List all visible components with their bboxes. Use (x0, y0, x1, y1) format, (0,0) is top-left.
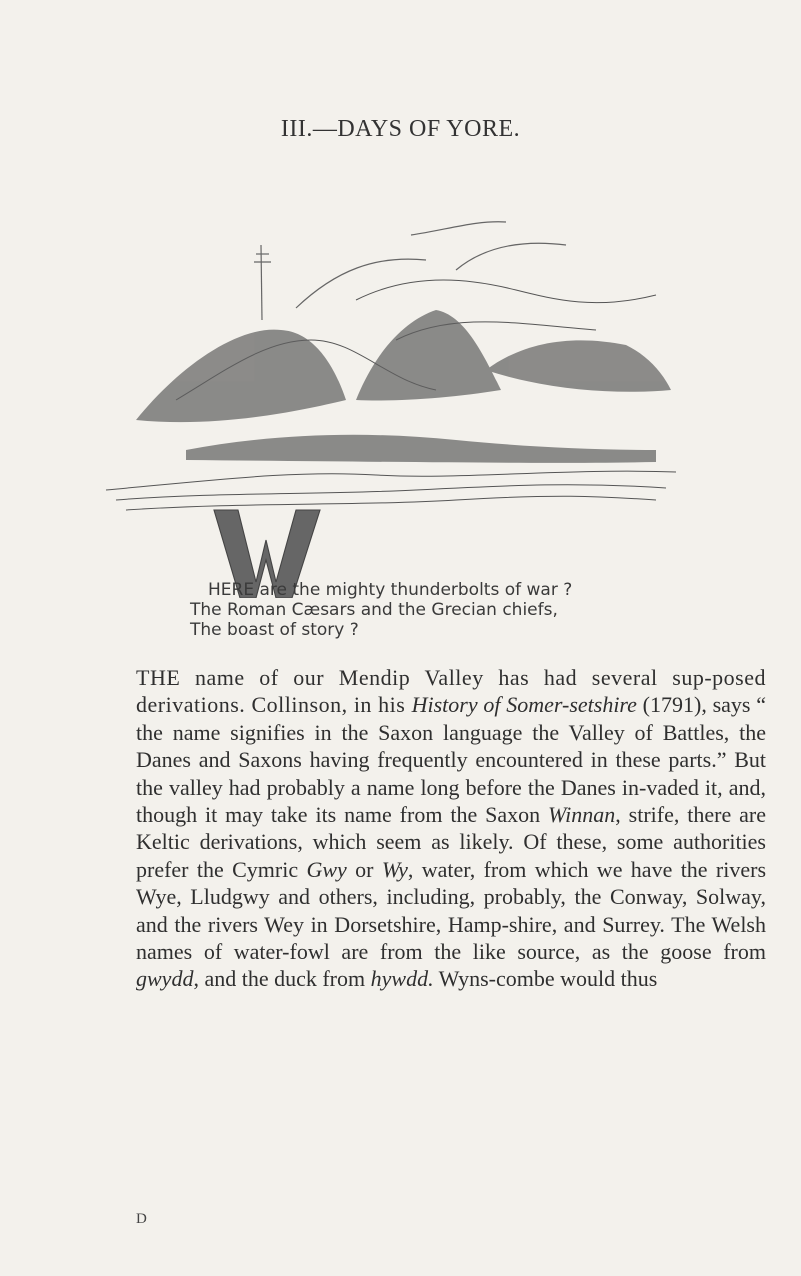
signature-mark: D (136, 1211, 147, 1227)
word-wy: Wy (381, 856, 408, 882)
paragraph-segment-7: Wyns-combe would thus (433, 966, 658, 992)
paragraph-segment-6: , and the duck from (193, 966, 371, 992)
paragraph-segment-2: (1791), says “ the name signifies in the Saxon language the Valley of Battles, the Danes and Saxons having frequently encountered in these parts.” But the valley had probably a name long before the Danes in-vaded it, and, though it may take its name from the Saxon (136, 692, 766, 828)
paragraph-segment-5: , water, from which we have the rivers Wye, Lludgwy and others, including, probably, the Conway, Solway, and the rivers Wey in Dorsetshire, Hamp-shire, and Surrey. The Welsh names of water-fowl are from the like source, as the goose from (136, 856, 767, 965)
word-gwydd: gwydd (136, 966, 194, 992)
paragraph-segment-4: or (346, 856, 382, 882)
verse-line-2: The Roman Cæsars and the Grecian chiefs, (190, 600, 558, 620)
verse-line-1: HERE are the mighty thunderbolts of war ? (208, 580, 573, 600)
paragraph-segment-3: , strife, there are Keltic derivations, which seem as likely. Of these, some authorities prefer the Cymric (136, 802, 766, 882)
chapter-title: III.—DAYS OF YORE. (280, 116, 521, 142)
book-title: History of Somer-setshire (411, 692, 637, 718)
epigraph-verse (190, 580, 670, 640)
word-winnan: Winnan (548, 802, 616, 828)
paragraph-segment-1: THE name of our Mendip Valley has had several sup-posed derivations. Collinson, in his (136, 665, 766, 718)
chapter-body-text (136, 664, 766, 993)
word-hywdd: hywdd. (370, 966, 434, 992)
verse-line-3: The boast of story ? (190, 620, 359, 640)
landscape-illustration (96, 150, 694, 598)
word-gwy: Gwy (306, 856, 347, 882)
